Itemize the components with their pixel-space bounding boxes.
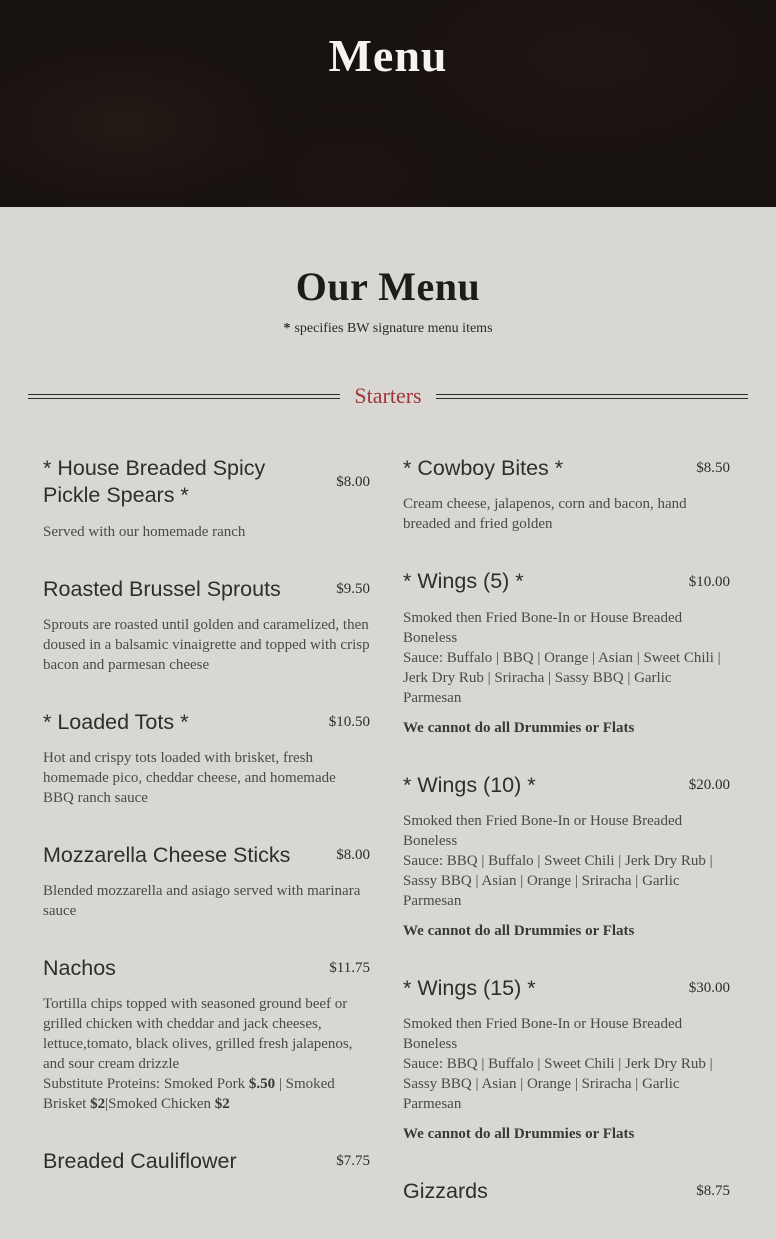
- menu-item: [43, 955, 370, 1114]
- menu-item-note: We cannot do all Drummies or Flats: [403, 1125, 635, 1142]
- menu-item: [43, 1148, 370, 1175]
- menu-item-description: [43, 881, 370, 921]
- menu-item-price: $10.50: [328, 713, 370, 730]
- menu-item-price: $8.50: [696, 460, 730, 477]
- menu-item-description-segment: $.50: [248, 1075, 276, 1092]
- signature-note-text: specifies BW signature menu items: [294, 321, 493, 336]
- menu-item-price: $8.75: [696, 1182, 730, 1199]
- menu-item-note: We cannot do all Drummies or Flats: [403, 922, 635, 939]
- menu-item-description: [43, 994, 370, 1114]
- menu-item-price: $10.00: [688, 573, 730, 590]
- menu-item-header: [403, 975, 730, 1002]
- menu-item-header: [43, 709, 370, 736]
- menu-item-header: [403, 772, 730, 799]
- menu-column-right: [403, 455, 730, 1238]
- menu-columns: [0, 409, 776, 1238]
- menu-item-description-segment: Sprouts are roasted until golden and caramelized, then doused in a balsamic vinaigrette and topped with crisp bacon and parmesan cheese: [43, 616, 370, 673]
- hero-banner: [0, 0, 776, 207]
- menu-item-name: * Wings (15) *: [403, 975, 536, 1000]
- menu-item: [43, 842, 370, 921]
- menu-item-name: * Wings (10) *: [403, 772, 536, 797]
- menu-item-name: Roasted Brussel Sprouts: [43, 576, 281, 601]
- menu-item-header: [43, 955, 370, 982]
- menu-heading: Our Menu: [295, 264, 481, 309]
- menu-item-description-segment: Smoked then Fried Bone-In or House Breaded Boneless: [403, 1015, 683, 1052]
- menu-item-description-segment: Tortilla chips topped with seasoned ground beef or grilled chicken with cheddar and jack cheeses, lettuce,tomato, black olives, grilled fresh jalapenos, and sour cream drizzle: [43, 995, 353, 1072]
- menu-item-description-segment: Blended mozzarella and asiago served with marinara sauce: [43, 882, 361, 919]
- menu-item-description: [403, 811, 730, 911]
- menu-item-price: $9.50: [336, 580, 370, 597]
- menu-item-description-segment: | Smoked Brisket: [43, 1075, 335, 1112]
- menu-item: [43, 576, 370, 675]
- menu-item-note: We cannot do all Drummies or Flats: [403, 719, 635, 736]
- menu-item-header: [43, 455, 370, 509]
- menu-item-description: [403, 494, 730, 534]
- menu-item-header: [403, 568, 730, 595]
- menu-item-description: [43, 748, 370, 808]
- menu-item-price: $30.00: [688, 979, 730, 996]
- menu-item-description-segment: Sauce: Buffalo | BBQ | Orange | Asian | Sweet Chili | Jerk Dry Rub | Sriracha | Sassy BBQ | Garlic Parmesan: [403, 649, 721, 706]
- menu-item-header: [43, 576, 370, 603]
- menu-item-name: Mozzarella Cheese Sticks: [43, 842, 291, 867]
- menu-item-description-segment: $2: [214, 1095, 230, 1112]
- menu-item: [43, 709, 370, 808]
- menu-item-name: * Loaded Tots *: [43, 709, 189, 734]
- section-title: Starters: [354, 383, 422, 408]
- menu-item-description: [43, 615, 370, 675]
- menu-item: [403, 975, 730, 1144]
- menu-column-left: [43, 455, 370, 1238]
- menu-item-price: $7.75: [336, 1152, 370, 1169]
- menu-item-description-segment: |Smoked Chicken: [105, 1095, 215, 1112]
- menu-item-description-segment: $2: [90, 1095, 106, 1112]
- divider-rule-right: [436, 394, 748, 399]
- menu-item-description-segment: Served with our homemade ranch: [43, 523, 246, 540]
- menu-item-header: [403, 1178, 730, 1205]
- menu-item-name: Gizzards: [403, 1178, 488, 1203]
- menu-item: [403, 455, 730, 534]
- menu-item-name: * Wings (5) *: [403, 569, 524, 594]
- menu-item: [43, 455, 370, 541]
- menu-page: [0, 207, 776, 1239]
- menu-item-name: Breaded Cauliflower: [43, 1148, 237, 1173]
- signature-note: [0, 321, 776, 337]
- menu-item-description-segment: Cream cheese, jalapenos, corn and bacon, hand breaded and fried golden: [403, 496, 687, 533]
- menu-item-description: [43, 522, 370, 542]
- menu-item-description-segment: Smoked then Fried Bone-In or House Breaded Boneless: [403, 812, 683, 849]
- menu-item-description: [403, 608, 730, 708]
- menu-item-description-segment: Smoked then Fried Bone-In or House Breaded Boneless: [403, 609, 683, 646]
- menu-item-description-segment: Substitute Proteins: Smoked Pork: [43, 1075, 249, 1092]
- menu-item: [403, 1178, 730, 1205]
- menu-item-description: [403, 1014, 730, 1114]
- menu-item-header: [43, 1148, 370, 1175]
- menu-item-name: * Cowboy Bites *: [403, 456, 564, 481]
- menu-item-price: $20.00: [688, 776, 730, 793]
- menu-item-header: [43, 842, 370, 869]
- signature-asterisk: *: [283, 321, 291, 336]
- menu-item-name: * House Breaded Spicy Pickle Spears *: [43, 456, 266, 508]
- page-title: Menu: [328, 30, 448, 81]
- menu-item-description-segment: Sauce: BBQ | Buffalo | Sweet Chili | Jerk Dry Rub | Sassy BBQ | Asian | Orange | Sriracha | Garlic Parmesan: [403, 1055, 713, 1112]
- menu-item-description-segment: Hot and crispy tots loaded with brisket, fresh homemade pico, cheddar cheese, and homemade BBQ ranch sauce: [43, 749, 336, 806]
- menu-item-description-segment: Sauce: BBQ | Buffalo | Sweet Chili | Jerk Dry Rub | Sassy BBQ | Asian | Orange | Sriracha | Garlic Parmesan: [403, 852, 713, 909]
- menu-item: [403, 772, 730, 941]
- menu-item-header: [403, 455, 730, 482]
- section-divider: [28, 383, 748, 409]
- menu-item-price: $8.00: [336, 846, 370, 863]
- menu-item-price: $8.00: [336, 473, 370, 490]
- intro-section: [0, 207, 776, 337]
- menu-item-name: Nachos: [43, 955, 116, 980]
- divider-rule-left: [28, 394, 340, 399]
- menu-item: [403, 568, 730, 737]
- menu-item-price: $11.75: [329, 959, 370, 976]
